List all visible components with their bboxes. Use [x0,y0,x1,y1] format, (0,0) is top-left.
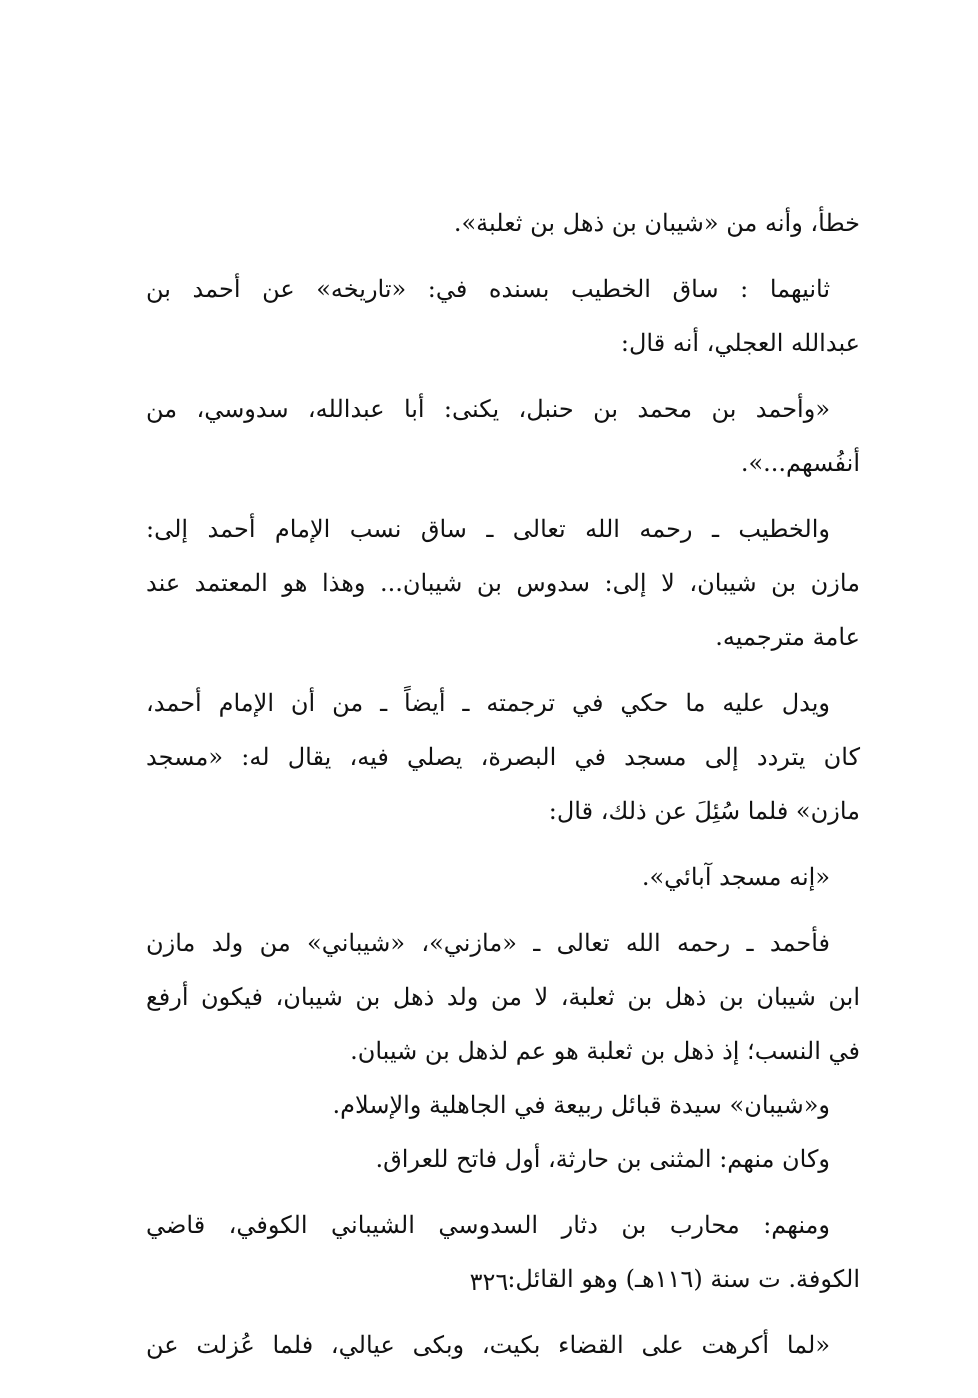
text-line: خطأ، وأنه من «شيبان بن ذهل بن ثعلبة». [453,209,860,237]
page-number: ٣٢٦ [469,1268,509,1296]
text-line: عامة مترجميه. [715,623,860,651]
body-text [146,196,860,1372]
text-line: عبدالله العجلي، أنه قال: [620,329,860,357]
text-line: و«شيبان» سيدة قبائل ربيعة في الجاهلية والإسلام. [332,1091,830,1119]
text-line: مازن» فلما سُئِلَ عن ذلك، قال: [548,797,860,825]
text-line: الكوفة. ت سنة (١١٦هـ) وهو القائل: [507,1265,860,1293]
text-line: «لما أكرهت على القضاء بكيت، وبكى عيالي، فلما عُزلت عن [146,1331,830,1359]
text-line: فأحمد ـ رحمه الله تعالى ـ «مازني»، «شيباني» من ولد مازن [146,929,830,957]
text-line: في النسب؛ إذ ذهل بن ثعلبة هو عم لذهل بن شيبان. [350,1037,860,1065]
text-line: ابن شيبان بن ذهل بن ثعلبة، لا من ولد ذهل بن شيبان، فيكون أرفع [146,983,860,1011]
text-line: «إنه مسجد آبائي». [641,863,830,891]
text-line: كان يتردد إلى مسجد في البصرة، يصلي فيه، يقال له: «مسجد [146,743,861,771]
text-line: أنفُسهم...». [740,449,860,477]
text-line: وكان منهم: المثنى بن حارثة، أول فاتح للعراق. [375,1145,830,1173]
text-line: ثانيهما : ساق الخطيب بسنده في: «تاريخه» عن أحمد بن [146,275,830,303]
text-line: والخطيب ـ رحمه الله تعالى ـ ساق نسب الإمام أحمد إلى: [146,515,830,543]
text-line: مازن بن شيبان، لا إلى: سدوس بن شيبان... وهذا هو المعتمد عند [146,569,860,597]
text-line: ومنهم: محارب بن دثار السدوسي الشيباني الكوفي، قاضي [146,1211,830,1239]
text-line: «وأحمد بن محمد بن حنبل، يكنى: أبا عبدالله، سدوسي، من [146,395,830,423]
text-line: ويدل عليه ما حكي في ترجمته ـ أيضاً ـ من أن الإمام أحمد، [146,689,830,717]
